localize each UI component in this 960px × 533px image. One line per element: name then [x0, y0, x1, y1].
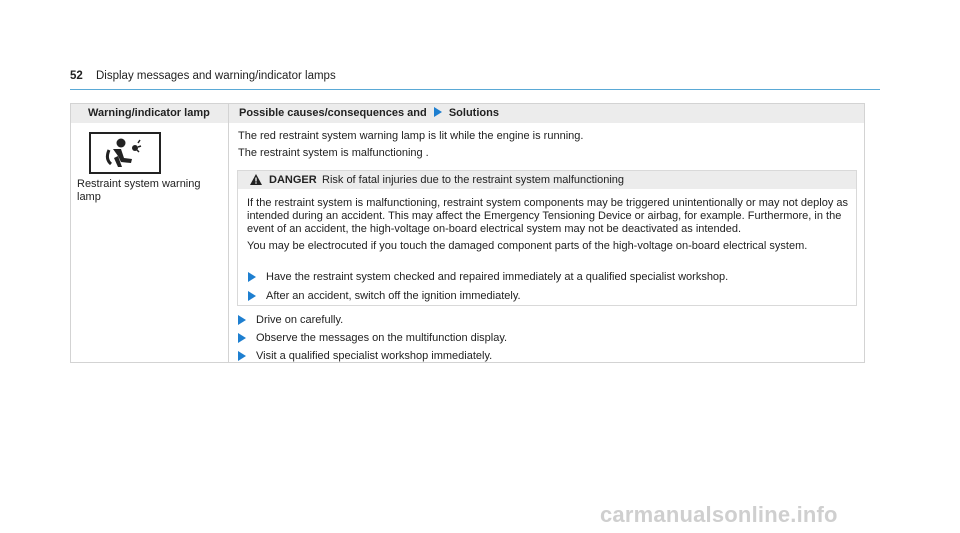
arrow-right-icon [238, 315, 246, 325]
danger-body [247, 197, 853, 253]
danger-title: Risk of fatal injuries due to the restraint system malfunctioning [322, 174, 625, 186]
column-divider [228, 104, 229, 362]
danger-paragraph-2: You may be electrocuted if you touch the damaged component parts of the high-voltage on-board electrical system. [247, 240, 808, 252]
airbag-person-icon [89, 132, 161, 174]
arrow-right-icon [248, 272, 256, 282]
header-divider [70, 89, 880, 90]
warning-lamp-table: Warning/indicator lamp Possible causes/consequences and Solutions Restraint system warning lamp The red restraint system warning lamp is lit while the engine is running. The restraint system is malfunctioning . DANGER Risk of fatal injuries due to the restraint system malfunctioning If the restraint system is malfunctioning, restraint system components may be triggered unintentionally or may not deploy as intended during an accident. This may affect the Emergency Tensioning Device or airbag, for example. Furthermore, in the event of an accident, the high-voltage on-board electrical system may not be deactivated as intended. You may be electrocuted if you touch the damaged component parts of the high-voltage on-board electrical system. Have the restraint system checked and repaired immediately at a qualified specialist workshop. After an accident, switch off the ignition immediately. Drive on carefully. Observe the messages on the multifunction display. Visit a qualified specialist workshop immediately. [70, 103, 865, 363]
watermark: carmanualsonline.info [600, 502, 838, 527]
col2-header-solutions: Solutions [448, 107, 499, 119]
danger-header [238, 171, 856, 189]
danger-paragraph-1: If the restraint system is malfunctioning, restraint system components may be triggered unintentionally or may not deploy as intended during an accident. This may affect the Emergency Tensioning Device or airbag, for example. Furthermore, in the event of an accident, the high-voltage on-board electrical system may not be deactivated as intended. [247, 197, 849, 235]
cause-line-1: The red restraint system warning lamp is lit while the engine is running. [238, 130, 584, 142]
page-header [70, 70, 336, 82]
danger-label: DANGER [269, 174, 317, 186]
arrow-right-icon [248, 291, 256, 301]
col2-header-text: Possible causes/consequences and [239, 107, 427, 119]
arrow-right-icon [238, 333, 246, 343]
arrow-right-icon [238, 351, 246, 361]
warning-triangle-icon [250, 174, 262, 185]
arrow-right-icon [434, 107, 442, 117]
col2-header [229, 104, 864, 123]
danger-box: DANGER Risk of fatal injuries due to the restraint system malfunctioning If the restraint system is malfunctioning, restraint system components may be triggered unintentionally or may not deploy as intended during an accident. This may affect the Emergency Tensioning Device or airbag, for example. Furthermore, in the event of an accident, the high-voltage on-board electrical system may not be deactivated as intended. You may be electrocuted if you touch the damaged component parts of the high-voltage on-board electrical system. Have the restraint system checked and repaired immediately at a qualified specialist workshop. After an accident, switch off the ignition immediately. [237, 170, 857, 306]
page-number: 52 [70, 70, 83, 82]
page-title: Display messages and warning/indicator lamps [96, 70, 336, 82]
lamp-name: Restraint system warning lamp [77, 178, 201, 203]
col1-header: Warning/indicator lamp [71, 104, 228, 123]
cause-line-2: The restraint system is malfunctioning . [238, 147, 429, 159]
